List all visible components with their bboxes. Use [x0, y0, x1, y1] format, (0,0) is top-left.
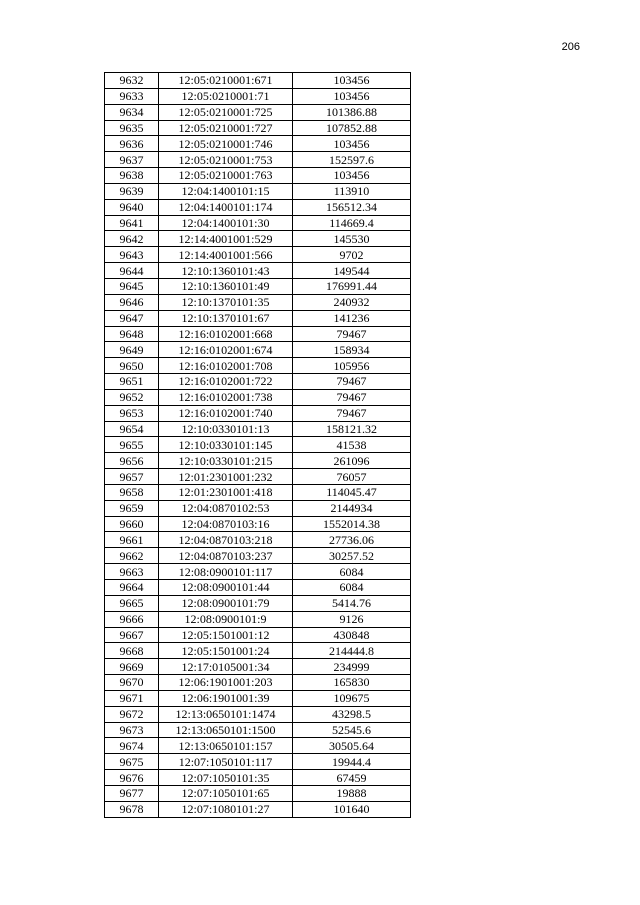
table-row — [105, 611, 411, 627]
table-row — [105, 484, 411, 500]
table-row — [105, 405, 411, 421]
table-row — [105, 421, 411, 437]
table-body — [105, 73, 411, 818]
table-row — [105, 453, 411, 469]
row-number-cell: 9678 — [105, 801, 159, 817]
cadastral-number-cell: 12:08:0900101:79 — [159, 595, 293, 611]
table-row — [105, 548, 411, 564]
table-row — [105, 183, 411, 199]
table-row — [105, 199, 411, 215]
cadastral-number-cell: 12:07:1050101:35 — [159, 770, 293, 786]
row-number-cell: 9672 — [105, 706, 159, 722]
table-row — [105, 690, 411, 706]
value-cell: 103456 — [293, 73, 411, 89]
value-cell: 43298.5 — [293, 706, 411, 722]
row-number-cell: 9675 — [105, 754, 159, 770]
value-cell: 30257.52 — [293, 548, 411, 564]
cadastral-number-cell: 12:16:0102001:708 — [159, 358, 293, 374]
row-number-cell: 9674 — [105, 738, 159, 754]
cadastral-number-cell: 12:16:0102001:722 — [159, 374, 293, 390]
table-row — [105, 643, 411, 659]
row-number-cell: 9665 — [105, 595, 159, 611]
cadastral-number-cell: 12:10:0330101:145 — [159, 437, 293, 453]
value-cell: 114669.4 — [293, 215, 411, 231]
row-number-cell: 9662 — [105, 548, 159, 564]
table-row — [105, 469, 411, 485]
value-cell: 5414.76 — [293, 595, 411, 611]
value-cell: 158934 — [293, 342, 411, 358]
row-number-cell: 9664 — [105, 580, 159, 596]
value-cell: 19944.4 — [293, 754, 411, 770]
table-row — [105, 104, 411, 120]
table-row — [105, 310, 411, 326]
cadastral-number-cell: 12:04:0870103:218 — [159, 532, 293, 548]
value-cell: 107852.88 — [293, 120, 411, 136]
cadastral-number-cell: 12:14:4001001:566 — [159, 247, 293, 263]
cadastral-number-cell: 12:05:0210001:753 — [159, 152, 293, 168]
row-number-cell: 9676 — [105, 770, 159, 786]
table-row — [105, 722, 411, 738]
table-row — [105, 88, 411, 104]
table-row — [105, 500, 411, 516]
cadastral-number-cell: 12:07:1080101:27 — [159, 801, 293, 817]
cadastral-number-cell: 12:05:0210001:763 — [159, 168, 293, 184]
value-cell: 101386.88 — [293, 104, 411, 120]
value-cell: 430848 — [293, 627, 411, 643]
cadastral-number-cell: 12:08:0900101:117 — [159, 564, 293, 580]
cadastral-number-cell: 12:04:0870102:53 — [159, 500, 293, 516]
cadastral-number-cell: 12:04:1400101:30 — [159, 215, 293, 231]
cadastral-number-cell: 12:10:1360101:43 — [159, 263, 293, 279]
table-row — [105, 278, 411, 294]
value-cell: 103456 — [293, 168, 411, 184]
row-number-cell: 9655 — [105, 437, 159, 453]
row-number-cell: 9654 — [105, 421, 159, 437]
cadastral-number-cell: 12:13:0650101:1500 — [159, 722, 293, 738]
cadastral-number-cell: 12:17:0105001:34 — [159, 659, 293, 675]
table-row — [105, 231, 411, 247]
value-cell: 101640 — [293, 801, 411, 817]
row-number-cell: 9657 — [105, 469, 159, 485]
cadastral-number-cell: 12:01:2301001:418 — [159, 484, 293, 500]
cadastral-number-cell: 12:04:0870103:237 — [159, 548, 293, 564]
value-cell: 158121.32 — [293, 421, 411, 437]
row-number-cell: 9648 — [105, 326, 159, 342]
row-number-cell: 9642 — [105, 231, 159, 247]
row-number-cell: 9661 — [105, 532, 159, 548]
table-row — [105, 374, 411, 390]
row-number-cell: 9637 — [105, 152, 159, 168]
row-number-cell: 9636 — [105, 136, 159, 152]
value-cell: 6084 — [293, 564, 411, 580]
row-number-cell: 9633 — [105, 88, 159, 104]
cadastral-number-cell: 12:05:0210001:671 — [159, 73, 293, 89]
row-number-cell: 9652 — [105, 389, 159, 405]
value-cell: 79467 — [293, 389, 411, 405]
value-cell: 103456 — [293, 88, 411, 104]
value-cell: 261096 — [293, 453, 411, 469]
row-number-cell: 9663 — [105, 564, 159, 580]
table-row — [105, 675, 411, 691]
page-number: 206 — [561, 41, 580, 53]
cadastral-value-table — [104, 72, 411, 818]
table-row — [105, 215, 411, 231]
value-cell: 141236 — [293, 310, 411, 326]
cadastral-number-cell: 12:16:0102001:668 — [159, 326, 293, 342]
value-cell: 67459 — [293, 770, 411, 786]
table-row — [105, 437, 411, 453]
value-cell: 114045.47 — [293, 484, 411, 500]
cadastral-number-cell: 12:07:1050101:65 — [159, 785, 293, 801]
cadastral-number-cell: 12:13:0650101:1474 — [159, 706, 293, 722]
row-number-cell: 9643 — [105, 247, 159, 263]
row-number-cell: 9632 — [105, 73, 159, 89]
table-row — [105, 627, 411, 643]
cadastral-number-cell: 12:05:0210001:725 — [159, 104, 293, 120]
row-number-cell: 9639 — [105, 183, 159, 199]
row-number-cell: 9658 — [105, 484, 159, 500]
table-row — [105, 770, 411, 786]
cadastral-number-cell: 12:05:0210001:746 — [159, 136, 293, 152]
cadastral-number-cell: 12:16:0102001:674 — [159, 342, 293, 358]
value-cell: 240932 — [293, 294, 411, 310]
row-number-cell: 9673 — [105, 722, 159, 738]
table-row — [105, 136, 411, 152]
table-row — [105, 120, 411, 136]
value-cell: 113910 — [293, 183, 411, 199]
cadastral-number-cell: 12:13:0650101:157 — [159, 738, 293, 754]
value-cell: 149544 — [293, 263, 411, 279]
value-cell: 76057 — [293, 469, 411, 485]
table-row — [105, 168, 411, 184]
value-cell: 41538 — [293, 437, 411, 453]
cadastral-number-cell: 12:05:0210001:71 — [159, 88, 293, 104]
value-cell: 1552014.38 — [293, 516, 411, 532]
cadastral-number-cell: 12:10:0330101:13 — [159, 421, 293, 437]
value-cell: 109675 — [293, 690, 411, 706]
value-cell: 79467 — [293, 326, 411, 342]
value-cell: 176991.44 — [293, 278, 411, 294]
row-number-cell: 9656 — [105, 453, 159, 469]
row-number-cell: 9668 — [105, 643, 159, 659]
cadastral-number-cell: 12:10:1370101:67 — [159, 310, 293, 326]
row-number-cell: 9660 — [105, 516, 159, 532]
row-number-cell: 9641 — [105, 215, 159, 231]
table-row — [105, 73, 411, 89]
cadastral-number-cell: 12:10:1360101:49 — [159, 278, 293, 294]
cadastral-number-cell: 12:04:0870103:16 — [159, 516, 293, 532]
row-number-cell: 9645 — [105, 278, 159, 294]
row-number-cell: 9677 — [105, 785, 159, 801]
table-row — [105, 247, 411, 263]
cadastral-number-cell: 12:05:0210001:727 — [159, 120, 293, 136]
row-number-cell: 9647 — [105, 310, 159, 326]
table-row — [105, 801, 411, 817]
cadastral-number-cell: 12:04:1400101:15 — [159, 183, 293, 199]
table-row — [105, 326, 411, 342]
value-cell: 105956 — [293, 358, 411, 374]
cadastral-number-cell: 12:16:0102001:740 — [159, 405, 293, 421]
cadastral-number-cell: 12:07:1050101:117 — [159, 754, 293, 770]
value-cell: 9126 — [293, 611, 411, 627]
value-cell: 9702 — [293, 247, 411, 263]
value-cell: 27736.06 — [293, 532, 411, 548]
cadastral-number-cell: 12:14:4001001:529 — [159, 231, 293, 247]
table-row — [105, 564, 411, 580]
cadastral-number-cell: 12:10:1370101:35 — [159, 294, 293, 310]
value-cell: 79467 — [293, 405, 411, 421]
table-row — [105, 294, 411, 310]
table-row — [105, 263, 411, 279]
value-cell: 165830 — [293, 675, 411, 691]
cadastral-number-cell: 12:08:0900101:44 — [159, 580, 293, 596]
value-cell: 19888 — [293, 785, 411, 801]
table-row — [105, 358, 411, 374]
cadastral-number-cell: 12:16:0102001:738 — [159, 389, 293, 405]
row-number-cell: 9659 — [105, 500, 159, 516]
row-number-cell: 9671 — [105, 690, 159, 706]
row-number-cell: 9634 — [105, 104, 159, 120]
value-cell: 30505.64 — [293, 738, 411, 754]
cadastral-number-cell: 12:05:1501001:12 — [159, 627, 293, 643]
table-row — [105, 580, 411, 596]
table-row — [105, 389, 411, 405]
cadastral-number-cell: 12:06:1901001:39 — [159, 690, 293, 706]
cadastral-number-cell: 12:06:1901001:203 — [159, 675, 293, 691]
value-cell: 6084 — [293, 580, 411, 596]
table-row — [105, 342, 411, 358]
row-number-cell: 9669 — [105, 659, 159, 675]
table-row — [105, 532, 411, 548]
value-cell: 234999 — [293, 659, 411, 675]
row-number-cell: 9646 — [105, 294, 159, 310]
value-cell: 156512.34 — [293, 199, 411, 215]
row-number-cell: 9650 — [105, 358, 159, 374]
value-cell: 145530 — [293, 231, 411, 247]
table-row — [105, 785, 411, 801]
table-row — [105, 754, 411, 770]
cadastral-number-cell: 12:10:0330101:215 — [159, 453, 293, 469]
row-number-cell: 9644 — [105, 263, 159, 279]
value-cell: 214444.8 — [293, 643, 411, 659]
row-number-cell: 9653 — [105, 405, 159, 421]
row-number-cell: 9666 — [105, 611, 159, 627]
row-number-cell: 9635 — [105, 120, 159, 136]
table-row — [105, 152, 411, 168]
table-row — [105, 659, 411, 675]
row-number-cell: 9667 — [105, 627, 159, 643]
row-number-cell: 9651 — [105, 374, 159, 390]
table-row — [105, 516, 411, 532]
value-cell: 152597.6 — [293, 152, 411, 168]
cadastral-number-cell: 12:04:1400101:174 — [159, 199, 293, 215]
table-row — [105, 738, 411, 754]
cadastral-number-cell: 12:01:2301001:232 — [159, 469, 293, 485]
row-number-cell: 9638 — [105, 168, 159, 184]
value-cell: 2144934 — [293, 500, 411, 516]
table-row — [105, 706, 411, 722]
row-number-cell: 9640 — [105, 199, 159, 215]
cadastral-number-cell: 12:05:1501001:24 — [159, 643, 293, 659]
row-number-cell: 9649 — [105, 342, 159, 358]
table-row — [105, 595, 411, 611]
value-cell: 79467 — [293, 374, 411, 390]
value-cell: 103456 — [293, 136, 411, 152]
cadastral-number-cell: 12:08:0900101:9 — [159, 611, 293, 627]
value-cell: 52545.6 — [293, 722, 411, 738]
row-number-cell: 9670 — [105, 675, 159, 691]
